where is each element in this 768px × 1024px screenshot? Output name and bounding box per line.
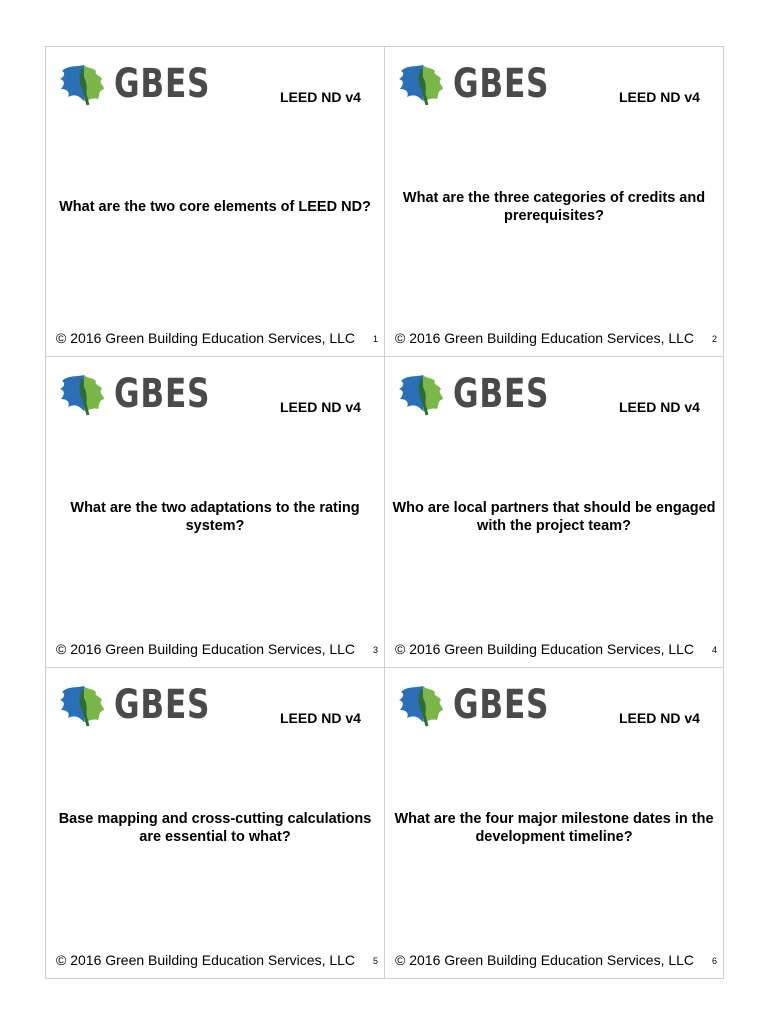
gbes-logo: [397, 371, 576, 417]
question-text: What are the two adaptations to the rating system?: [70, 500, 360, 534]
gbes-logo: [397, 61, 576, 107]
oak-leaf-icon: [397, 682, 447, 728]
gbes-logo: [397, 682, 576, 728]
flashcard-6: [384, 667, 724, 979]
brand-name: GBES: [114, 61, 211, 107]
brand-name: GBES: [453, 61, 550, 107]
gbes-logo: [58, 371, 237, 417]
edition-label: LEED ND v4: [619, 89, 700, 105]
copyright-text: © 2016 Green Building Education Services, LLC: [395, 641, 695, 657]
copyright-text: © 2016 Green Building Education Services, LLC: [56, 952, 356, 968]
card-number: 5: [372, 956, 378, 966]
card-number: 3: [372, 645, 378, 655]
brand-name: GBES: [453, 371, 550, 417]
flashcard-1: [45, 46, 385, 357]
oak-leaf-icon: [397, 371, 447, 417]
question-text: Who are local partners that should be engaged with the project team?: [392, 500, 716, 534]
question-text: What are the two core elements of LEED ND?: [59, 199, 371, 215]
copyright-text: © 2016 Green Building Education Services, LLC: [56, 330, 356, 346]
edition-label: LEED ND v4: [280, 710, 361, 726]
flashcard-sheet: [45, 46, 723, 978]
oak-leaf-icon: [58, 371, 108, 417]
question-text: What are the three categories of credits and prerequisites?: [402, 190, 706, 224]
card-number: 6: [711, 956, 717, 966]
copyright-text: © 2016 Green Building Education Services, LLC: [395, 952, 695, 968]
copyright-text: © 2016 Green Building Education Services, LLC: [56, 641, 356, 657]
brand-name: GBES: [114, 371, 211, 417]
gbes-logo: [58, 61, 237, 107]
edition-label: LEED ND v4: [280, 399, 361, 415]
flashcard-3: [45, 356, 385, 668]
gbes-logo: [58, 682, 237, 728]
card-number: 1: [372, 334, 378, 344]
oak-leaf-icon: [397, 61, 447, 107]
oak-leaf-icon: [58, 61, 108, 107]
question-text: What are the four major milestone dates in the development timeline?: [394, 811, 714, 845]
oak-leaf-icon: [58, 682, 108, 728]
flashcard-4: [384, 356, 724, 668]
card-number: 4: [711, 645, 717, 655]
edition-label: LEED ND v4: [619, 399, 700, 415]
card-number: 2: [711, 334, 717, 344]
flashcard-2: [384, 46, 724, 357]
flashcard-5: [45, 667, 385, 979]
copyright-text: © 2016 Green Building Education Services, LLC: [395, 330, 695, 346]
brand-name: GBES: [114, 682, 211, 728]
question-text: Base mapping and cross-cutting calculations are essential to what?: [58, 811, 372, 845]
brand-name: GBES: [453, 682, 550, 728]
edition-label: LEED ND v4: [280, 89, 361, 105]
edition-label: LEED ND v4: [619, 710, 700, 726]
